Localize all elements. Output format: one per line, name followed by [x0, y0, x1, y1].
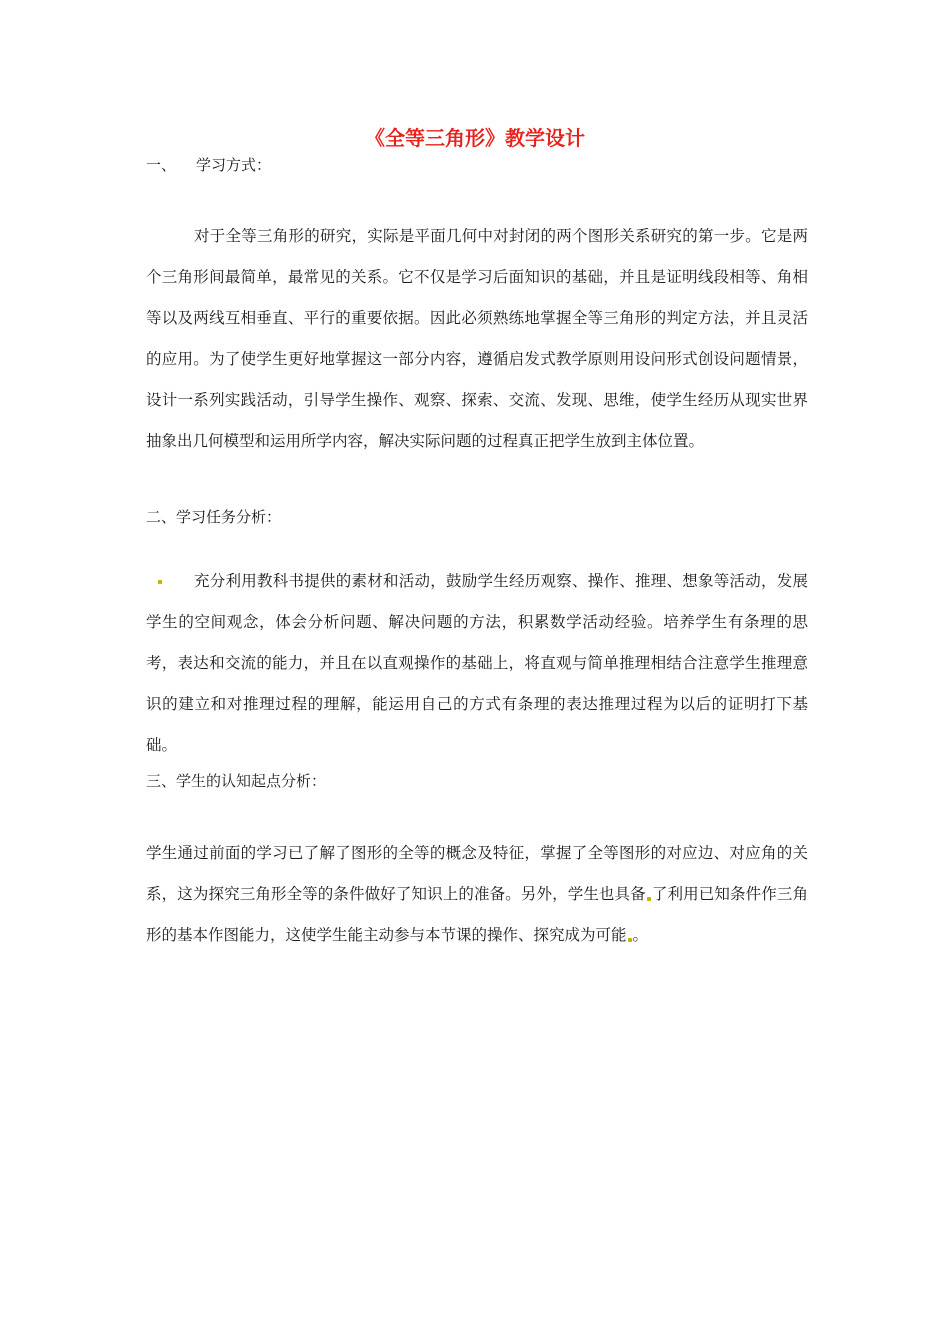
section-1-title: 学习方式： — [196, 156, 272, 174]
section-3-body-part1: 学生通过前面的学习已了解了图形的全等的概念及特征，掌握了全等图形的对应边、对应角的关系，这为探究三角形全等的条件做好了知识上的准备。另外，学生也具备 — [146, 844, 808, 903]
document-title: 《全等三角形》教学设计 — [365, 126, 585, 150]
section-3-body — [146, 833, 808, 956]
section-2-heading: 二、学习任务分析： — [146, 508, 282, 526]
marker-dot — [647, 897, 651, 901]
section-2-body: 充分利用教科书提供的素材和活动，鼓励学生经历观察、操作、推理、想象等活动，发展学生的空间观念，体会分析问题、解决问题的方法，积累数学活动经验。培养学生有条理的思考，表达和交流的能力，并且在以直观操作的基础上，将直观与简单推理相结合注意学生推理意识的建立和对推理过程的理解，能运用自己的方式有条理的表达推理过程为以后的证明打下基础。 — [146, 572, 808, 754]
section-3-body-end: 。 — [632, 926, 649, 944]
section-3-body-part2: 了利用已知条件作三角形的基本作图能力，这使学生能主动参与本节课的操作、探究成为可能 — [146, 885, 808, 944]
section-1-heading — [146, 154, 271, 176]
section-3-heading: 三、学生的认知起点分析： — [146, 772, 327, 790]
marker-dot — [628, 938, 632, 942]
section-1-number: 一、 — [146, 156, 177, 174]
section-1-body: 对于全等三角形的研究，实际是平面几何中对封闭的两个图形关系研究的第一步。它是两个三角形间最简单，最常见的关系。它不仅是学习后面知识的基础，并且是证明线段相等、角相等以及两线互相垂直、平行的重要依据。因此必须熟练地掌握全等三角形的判定方法，并且灵活的应用。为了使学生更好地掌握这一部分内容，遵循启发式教学原则用设问形式创设问题情景，设计一系列实践活动，引导学生操作、观察、探索、交流、发现、思维，使学生经历从现实世界抽象出几何模型和运用所学内容，解决实际问题的过程真正把学生放到主体位置。 — [146, 227, 808, 450]
